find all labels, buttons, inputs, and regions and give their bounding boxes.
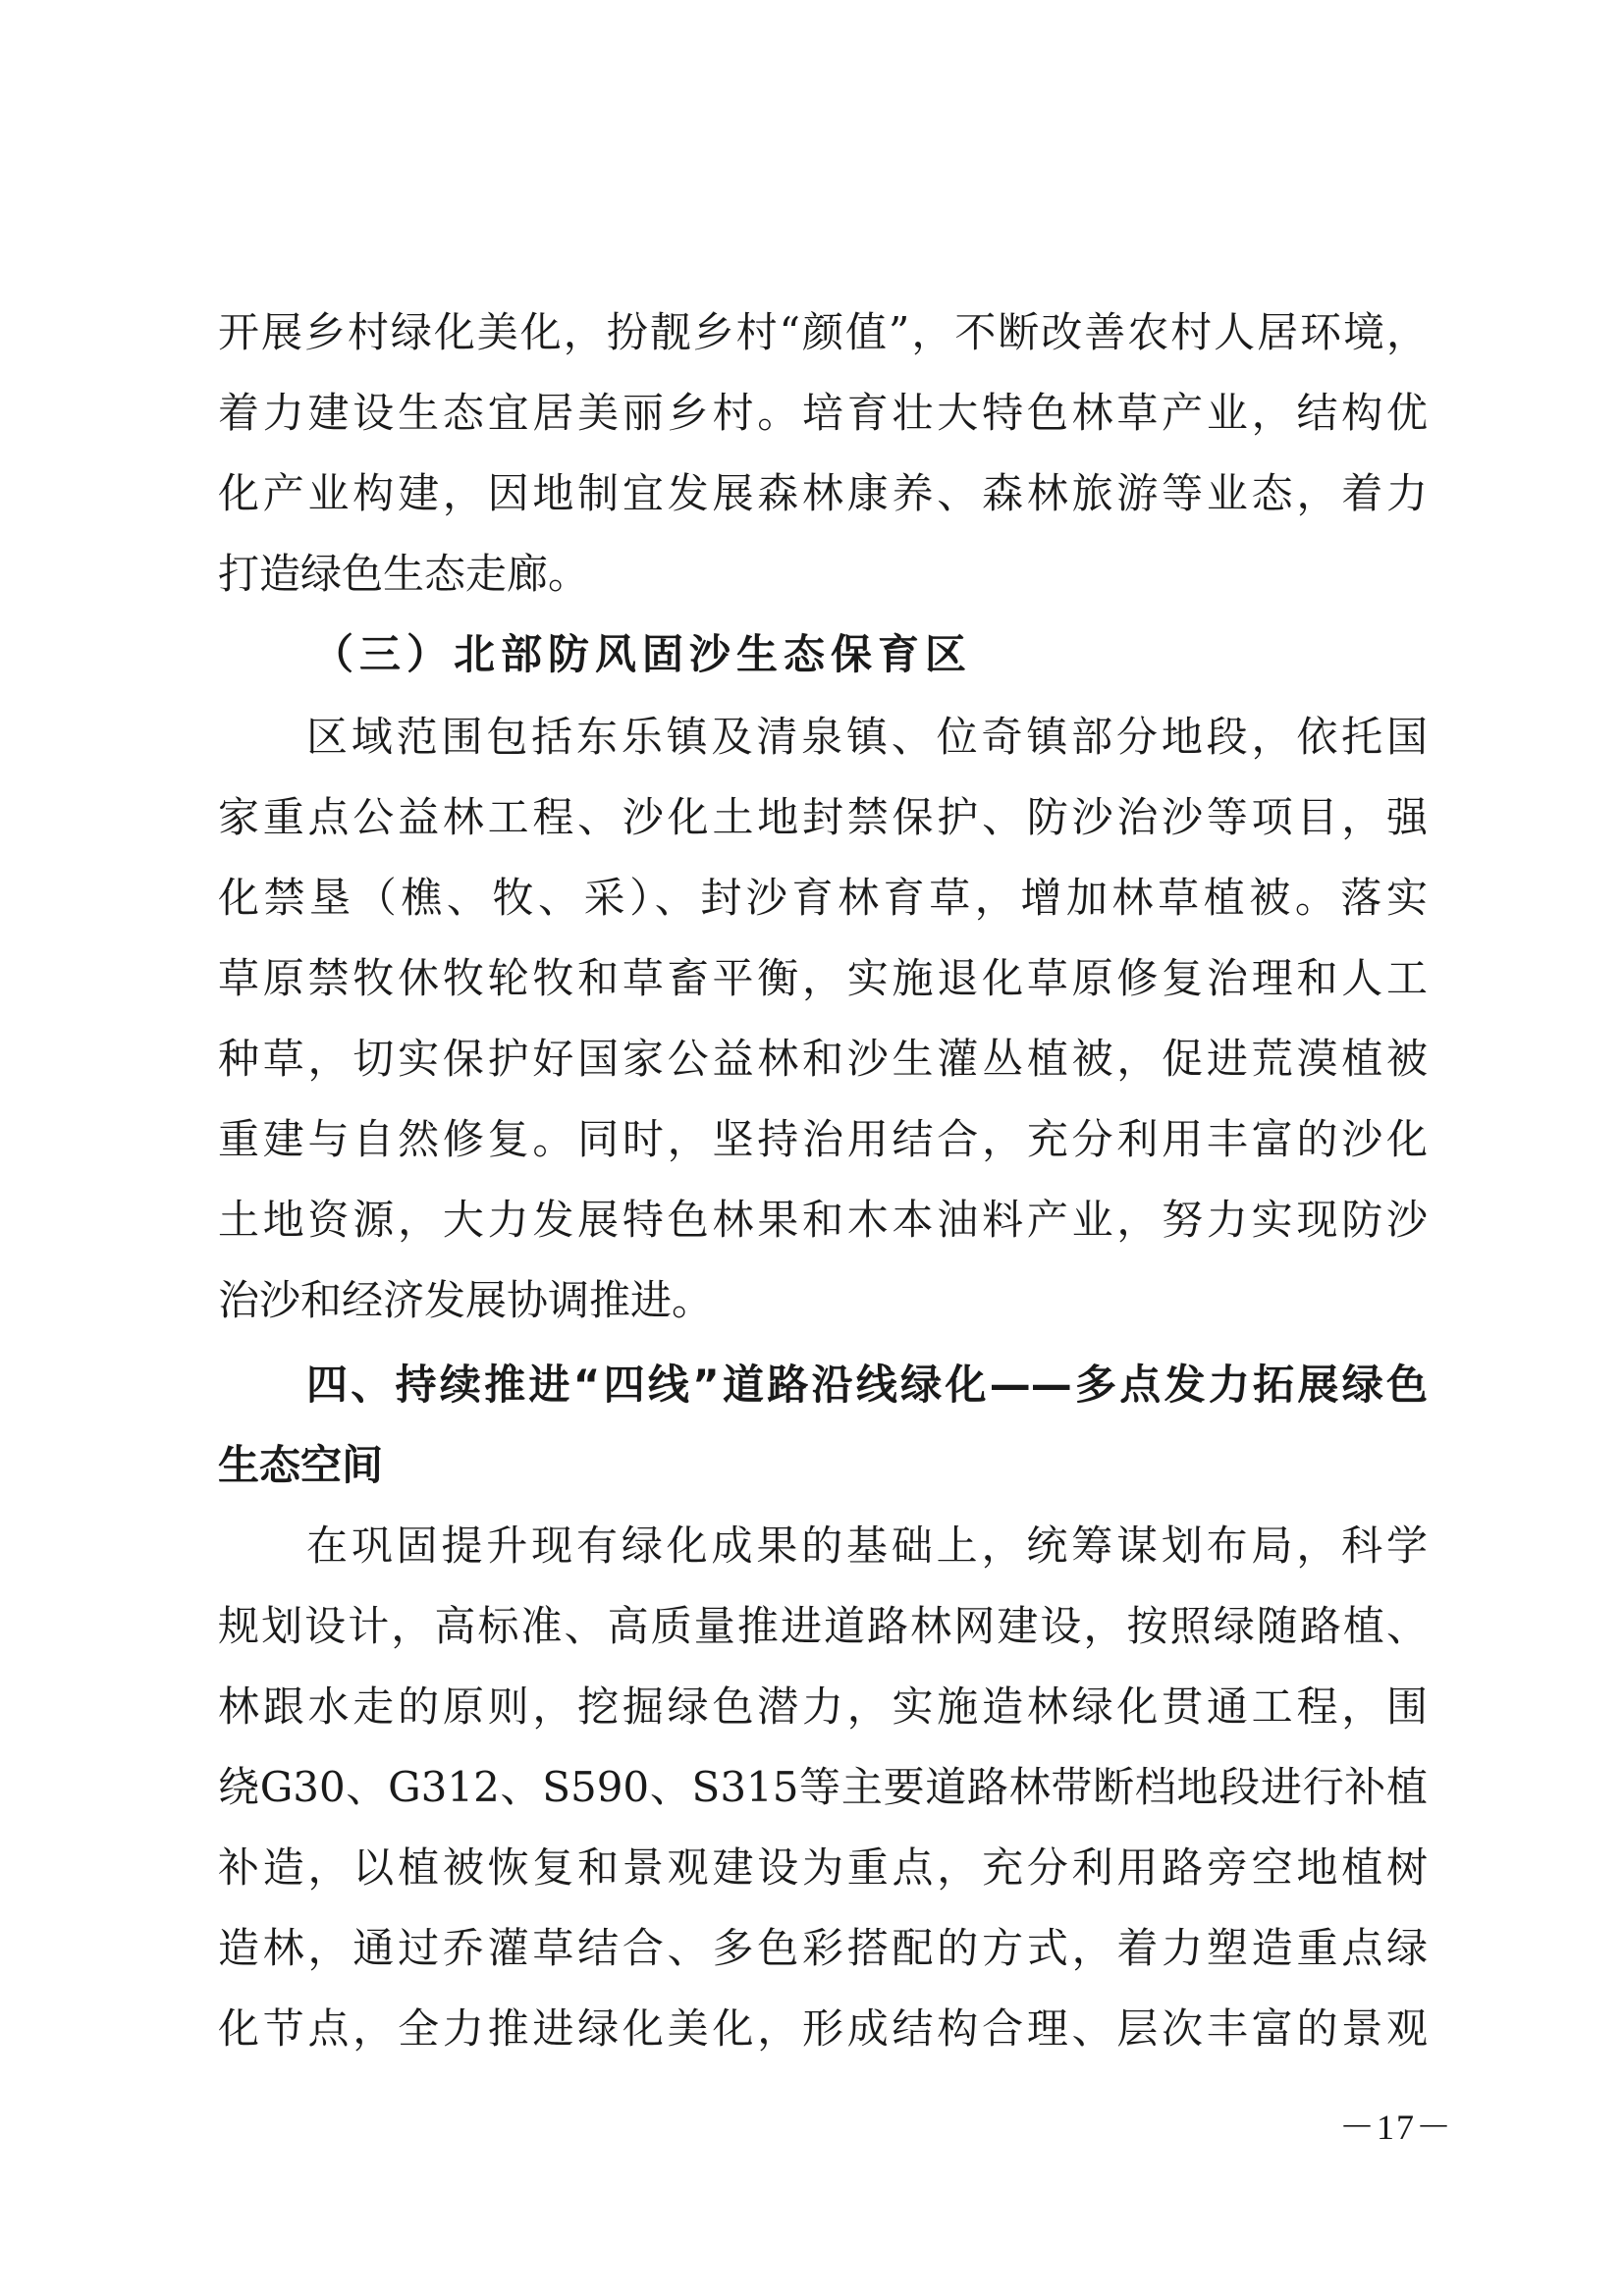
body-text-line: 治沙和经济发展协调推进。 — [218, 1276, 714, 1324]
section-heading: 四、持续推进“四线”道路沿线绿化——多点发力拓展绿色 — [306, 1361, 1428, 1409]
body-text-line: 在巩固提升现有绿化成果的基础上，统筹谋划布局，科学 — [306, 1522, 1428, 1570]
body-text-line: 绕G30、G312、S590、S315等主要道路林带断档地段进行补植 — [218, 1763, 1428, 1811]
body-text-line: 林跟水走的原则，挖掘绿色潜力，实施造林绿化贯通工程，围 — [218, 1682, 1428, 1731]
body-text-line: 土地资源，大力发展特色林果和木本油料产业，努力实现防沙 — [218, 1196, 1428, 1244]
body-text-line: 开展乡村绿化美化，扮靓乡村“颜值”，不断改善农村人居环境， — [218, 308, 1428, 356]
body-text-line: 化产业构建，因地制宜发展森林康养、森林旅游等业态，着力 — [218, 469, 1428, 517]
body-text-line: 重建与自然修复。同时，坚持治用结合，充分利用丰富的沙化 — [218, 1115, 1428, 1163]
body-text-line: 种草，切实保护好国家公益林和沙生灌丛植被，促进荒漠植被 — [218, 1035, 1428, 1083]
body-text-line: 草原禁牧休牧轮牧和草畜平衡，实施退化草原修复治理和人工 — [218, 954, 1428, 1002]
body-text-line: 家重点公益林工程、沙化土地封禁保护、防沙治沙等项目，强 — [218, 793, 1428, 841]
body-text-line: 化节点，全力推进绿化美化，形成结构合理、层次丰富的景观 — [218, 2004, 1428, 2053]
body-text-line: 打造绿色生态走廊。 — [218, 550, 590, 598]
body-text-line: 补造，以植被恢复和景观建设为重点，充分利用路旁空地植树 — [218, 1843, 1428, 1892]
section-heading: 生态空间 — [218, 1441, 384, 1489]
body-text-line: 着力建设生态宜居美丽乡村。培育壮大特色林草产业，结构优 — [218, 389, 1428, 437]
section-subheading: （三）北部防风固沙生态保育区 — [312, 630, 973, 678]
body-text-line: 造林，通过乔灌草结合、多色彩搭配的方式，着力塑造重点绿 — [218, 1924, 1428, 1972]
body-text-line: 区域范围包括东乐镇及清泉镇、位奇镇部分地段，依托国 — [306, 713, 1428, 761]
body-text-line: 规划设计，高标准、高质量推进道路林网建设，按照绿随路植、 — [218, 1602, 1428, 1650]
page-number: －17－ — [1339, 2108, 1454, 2147]
body-text-line: 化禁垦（樵、牧、采）、封沙育林育草，增加林草植被。落实 — [218, 874, 1428, 922]
